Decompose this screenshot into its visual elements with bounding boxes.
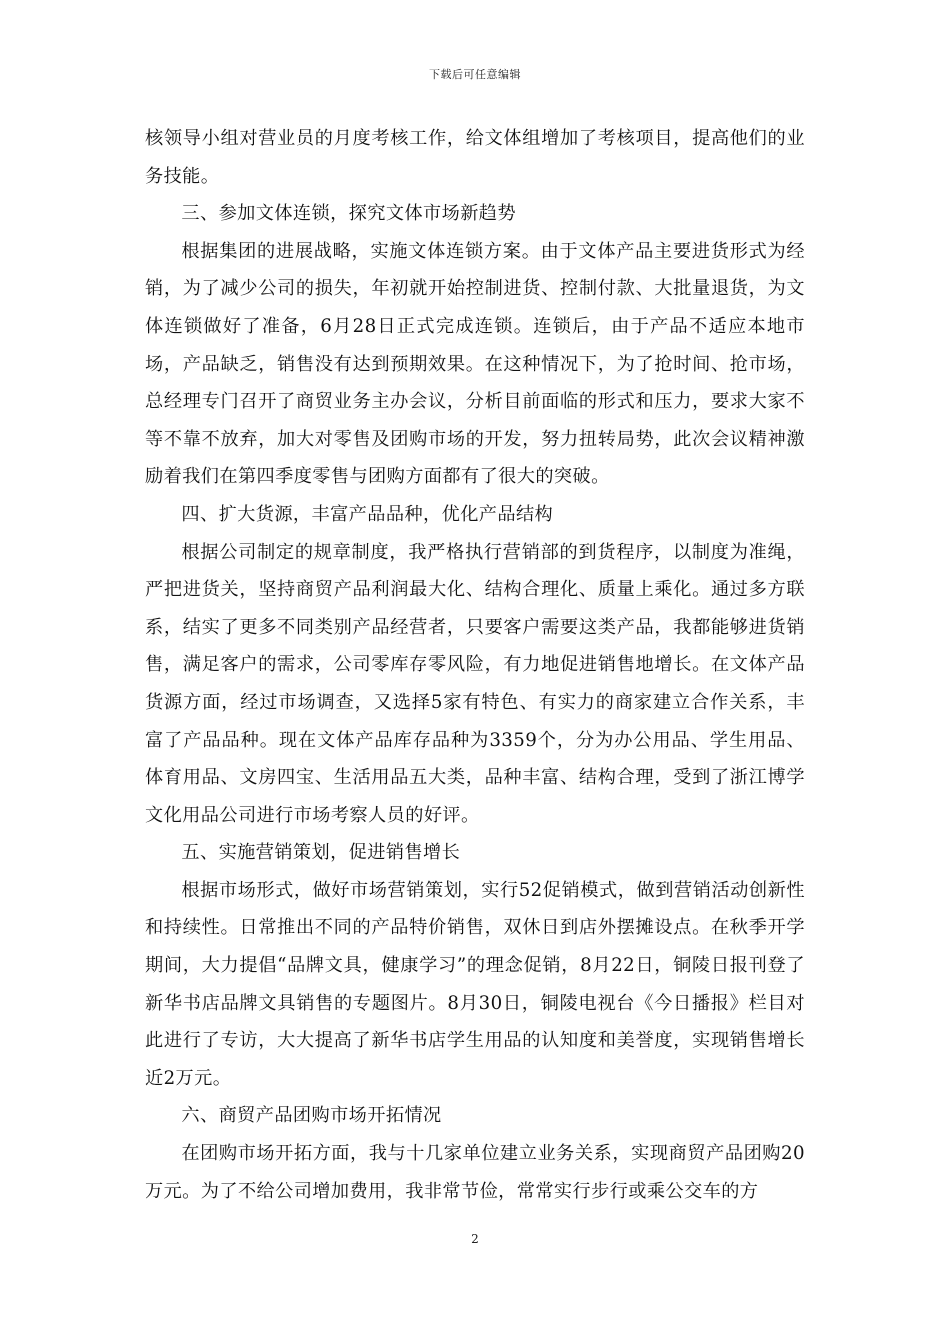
section-heading-3: 三、参加文体连锁，探究文体市场新趋势 (181, 203, 516, 225)
document-body (145, 120, 805, 1210)
section-heading-5: 五、实施营销策划，促进销售增长 (181, 842, 461, 864)
paragraph-section-5: 根据市场形式，做好市场营销策划，实行52促销模式，做到营销活动创新性和持续性。日常推出不同的产品特价销售，双休日到店外摆摊设点。在秋季开学期间，大力提倡“品牌文具，健康学习”的理念促销，8月22日，铜陵日报刊登了新华书店品牌文具销售的专题图片。8月30日，铜陵电视台《今日播报》栏目对此进行了专访，大大提高了新华书店学生用品的认知度和美誉度，实现销售增长近2万元。 (145, 879, 805, 1089)
page-number: 2 (471, 1232, 479, 1246)
section-heading-4: 四、扩大货源，丰富产品品种，优化产品结构 (181, 503, 554, 525)
paragraph-section-6: 在团购市场开拓方面，我与十几家单位建立业务关系，实现商贸产品团购20万元。为了不给公司增加费用，我非常节俭，常常实行步行或乘公交车的方 (145, 1143, 805, 1202)
paragraph-section-4: 根据公司制定的规章制度，我严格执行营销部的到货程序，以制度为准绳，严把进货关，坚持商贸产品利润最大化、结构合理化、质量上乘化。通过多方联系，结实了更多不同类别产品经营者，只要客户需要这类产品，我都能够进货销售，满足客户的需求，公司零库存零风险，有力地促进销售地增长。在文体产品货源方面，经过市场调查，又选择5家有特色、有实力的商家建立合作关系，丰富了产品品种。现在文体产品库存品种为3359个，分为办公用品、学生用品、体育用品、文房四宝、生活用品五大类，品种丰富、结构合理，受到了浙江博学文化用品公司进行市场考察人员的好评。 (145, 541, 805, 826)
paragraph-section-3: 根据集团的进展战略，实施文体连锁方案。由于文体产品主要进货形式为经销，为了减少公司的损失，年初就开始控制进货、控制付款、大批量退货，为文体连锁做好了准备，6月28日正式完成连锁。连锁后，由于产品不适应本地市场，产品缺乏，销售没有达到预期效果。在这种情况下，为了抢时间、抢市场，总经理专门召开了商贸业务主办会议，分析目前面临的形式和压力，要求大家不等不靠不放弃，加大对零售及团购市场的开发，努力扭转局势，此次会议精神激励着我们在第四季度零售与团购方面都有了很大的突破。 (145, 240, 805, 488)
paragraph-continuation: 核领导小组对营业员的月度考核工作，给文体组增加了考核项目，提高他们的业务技能。 (145, 128, 805, 187)
section-heading-6: 六、商贸产品团购市场开拓情况 (181, 1105, 442, 1127)
page-header: 下载后可任意编辑 (429, 68, 521, 81)
